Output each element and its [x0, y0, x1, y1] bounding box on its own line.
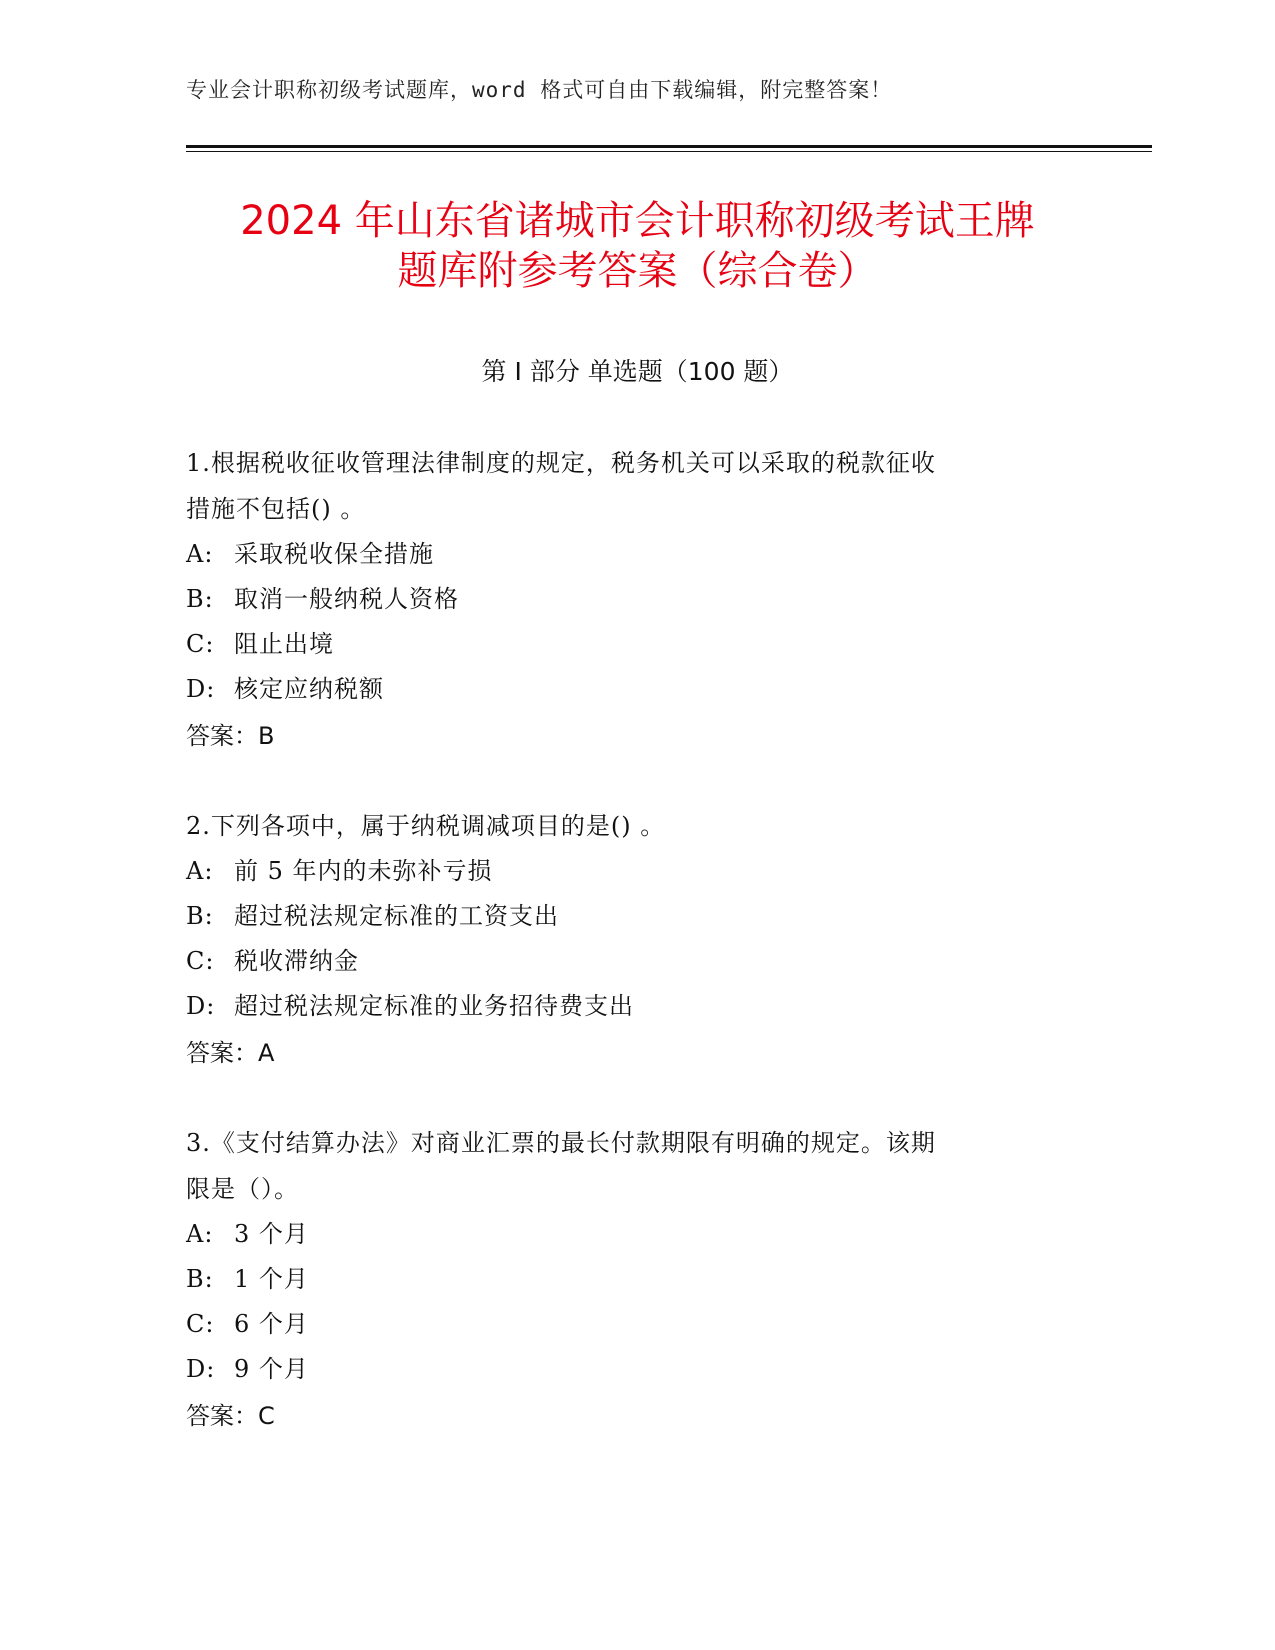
header-note: 专业会计职称初级考试题库，word 格式可自由下载编辑，附完整答案！: [186, 78, 893, 102]
option-text: 采取税收保全措施: [234, 540, 434, 568]
option-text: 核定应纳税额: [234, 675, 384, 703]
option-d: [186, 1347, 1076, 1392]
option-b: [186, 1257, 1076, 1302]
option-text: 超过税法规定标准的工资支出: [234, 902, 559, 930]
option-letter: D:: [186, 992, 216, 1020]
option-c: [186, 622, 1076, 667]
section-title: 第 I 部分 单选题（100 题）: [481, 357, 794, 386]
document-title: [150, 196, 1125, 296]
option-a: [186, 1212, 1076, 1257]
option-text: 取消一般纳税人资格: [234, 585, 459, 613]
option-letter: A:: [186, 857, 214, 885]
option-letter: D:: [186, 675, 216, 703]
option-text: 税收滞纳金: [234, 947, 359, 975]
option-text: 前 5 年内的未弥补亏损: [234, 857, 493, 885]
question-stem-line: 措施不包括() 。: [186, 495, 366, 523]
header-divider: [186, 145, 1152, 148]
answer: 答案：C: [186, 1402, 275, 1430]
option-letter: B:: [186, 902, 214, 930]
option-letter: C:: [186, 630, 215, 658]
option-b: [186, 577, 1076, 622]
answer: 答案：B: [186, 722, 275, 750]
option-letter: B:: [186, 585, 214, 613]
option-c: [186, 939, 1076, 984]
option-letter: B:: [186, 1265, 214, 1293]
option-text: 超过税法规定标准的业务招待费支出: [234, 992, 634, 1020]
question-stem-line: 3.《支付结算办法》对商业汇票的最长付款期限有明确的规定。该期: [186, 1129, 936, 1157]
option-a: [186, 532, 1076, 577]
option-letter: D:: [186, 1355, 216, 1383]
question-3: [186, 1120, 1076, 1440]
option-text: 3 个月: [234, 1220, 309, 1248]
question-list: [186, 440, 1076, 1483]
option-a: [186, 849, 1076, 894]
option-letter: A:: [186, 540, 214, 568]
question-stem-line: 1.根据税收征收管理法律制度的规定，税务机关可以采取的税款征收: [186, 449, 936, 477]
option-letter: C:: [186, 1310, 215, 1338]
question-stem-line: 2.下列各项中，属于纳税调减项目的是() 。: [186, 812, 666, 840]
option-text: 阻止出境: [234, 630, 334, 658]
option-text: 1 个月: [234, 1265, 309, 1293]
option-c: [186, 1302, 1076, 1347]
option-text: 6 个月: [234, 1310, 309, 1338]
option-letter: C:: [186, 947, 215, 975]
question-2: [186, 803, 1076, 1077]
document-title-line-2: 题库附参考答案（综合卷）: [397, 248, 878, 294]
option-d: [186, 984, 1076, 1029]
option-letter: A:: [186, 1220, 214, 1248]
document-title-line-1: 2024 年山东省诸城市会计职称初级考试王牌: [240, 198, 1035, 244]
question-1: [186, 440, 1076, 760]
question-stem-line: 限是（）。: [186, 1175, 299, 1203]
option-d: [186, 667, 1076, 712]
header-divider-thin: [186, 151, 1152, 152]
option-text: 9 个月: [234, 1355, 309, 1383]
answer: 答案：A: [186, 1039, 275, 1067]
option-b: [186, 894, 1076, 939]
